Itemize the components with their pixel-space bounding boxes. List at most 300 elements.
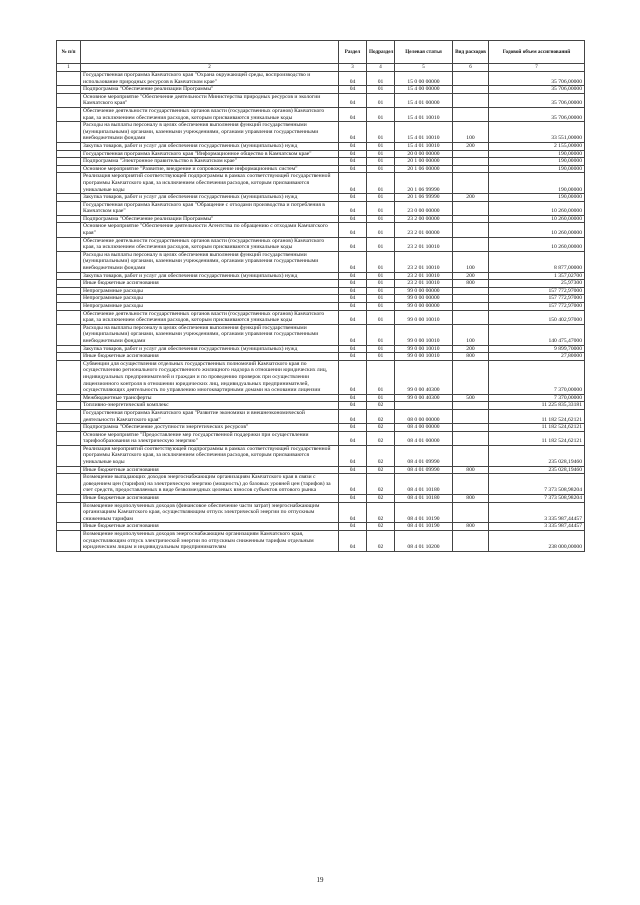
row-name-cell: Основное мероприятие "Обеспечение деятельности Министерства природных ресурсов и экологии Камчатского края" bbox=[81, 93, 339, 107]
row-expense-type-cell: 200 bbox=[453, 272, 489, 280]
row-name-cell: Подпрограмма "Электронное правительство в Камчатском крае" bbox=[81, 158, 339, 166]
row-subsection-cell: 02 bbox=[367, 445, 395, 466]
row-expense-type-cell bbox=[453, 531, 489, 552]
row-subsection-cell: 01 bbox=[367, 165, 395, 173]
table-row bbox=[57, 303, 585, 311]
row-subsection-cell: 01 bbox=[367, 158, 395, 166]
row-target-item-cell: 15 4 01 10010 bbox=[395, 122, 453, 143]
row-subsection-cell: 02 bbox=[367, 502, 395, 523]
row-name-cell: Возмещение недополученных доходов энергоснабжающим организациям Камчатского края, осуществляющим отпуск электрической энергии по отпускным сниженным тарифам отдельным юридическим лицам и индивидуальным предпринимателям bbox=[81, 531, 339, 552]
row-amount-cell: 157 772,97000 bbox=[489, 303, 585, 311]
row-number-cell bbox=[57, 394, 81, 402]
table-row bbox=[57, 474, 585, 495]
row-expense-type-cell bbox=[453, 409, 489, 423]
row-name-cell: Топливно-энергетический комплекс bbox=[81, 402, 339, 410]
row-expense-type-cell: 200 bbox=[453, 345, 489, 353]
table-row bbox=[57, 324, 585, 345]
row-number-cell bbox=[57, 474, 81, 495]
row-subsection-cell: 01 bbox=[367, 86, 395, 94]
row-subsection-cell: 01 bbox=[367, 194, 395, 202]
row-subsection-cell: 01 bbox=[367, 295, 395, 303]
row-expense-type-cell bbox=[453, 93, 489, 107]
row-number-cell bbox=[57, 287, 81, 295]
row-number-cell bbox=[57, 445, 81, 466]
row-section-cell: 04 bbox=[339, 345, 367, 353]
table-body bbox=[57, 72, 585, 552]
row-section-cell: 04 bbox=[339, 142, 367, 150]
row-expense-type-cell bbox=[453, 237, 489, 251]
header-subsection: Подраздел bbox=[367, 41, 395, 64]
row-name-cell: Расходы на выплаты персоналу в целях обеспечения выполнения функций государственными (муниципальными) органами, казенными учреждениями, органами управления государственными внебюджетными фондами bbox=[81, 324, 339, 345]
row-amount-cell: 190,00000 bbox=[489, 150, 585, 158]
row-section-cell: 04 bbox=[339, 360, 367, 394]
row-section-cell: 04 bbox=[339, 324, 367, 345]
row-target-item-cell: 20 1 06 00000 bbox=[395, 165, 453, 173]
row-name-cell: Иные бюджетные ассигнования bbox=[81, 495, 339, 503]
row-number-cell bbox=[57, 310, 81, 324]
row-name-cell: Закупка товаров, работ и услуг для обеспечения государственных (муниципальных) нужд bbox=[81, 142, 339, 150]
row-subsection-cell: 01 bbox=[367, 142, 395, 150]
row-expense-type-cell: 800 bbox=[453, 495, 489, 503]
row-name-cell: Субвенции для осуществления отдельных государственных полномочий Камчатского края по осуществлению регионального государственного жилищного надзора в отношении юридических лиц, индивидуальных предпринимателей и граждан и по проведению проверок при осуществлении лицензионного контроля в отношении юридических лиц, индивидуальных предпринимателей, осуществляющих деятельность по управлению многоквартирными домами на основании лицензии bbox=[81, 360, 339, 394]
row-amount-cell: 2 155,00000 bbox=[489, 142, 585, 150]
row-amount-cell: 9 899,70000 bbox=[489, 345, 585, 353]
row-expense-type-cell bbox=[453, 295, 489, 303]
row-expense-type-cell: 100 bbox=[453, 324, 489, 345]
row-subsection-cell: 02 bbox=[367, 531, 395, 552]
table-row bbox=[57, 523, 585, 531]
row-subsection-cell: 01 bbox=[367, 215, 395, 223]
row-target-item-cell: 99 0 00 00000 bbox=[395, 295, 453, 303]
row-section-cell: 04 bbox=[339, 86, 367, 94]
row-subsection-cell: 02 bbox=[367, 466, 395, 474]
row-number-cell bbox=[57, 409, 81, 423]
row-target-item-cell: 15 4 01 10010 bbox=[395, 107, 453, 121]
row-subsection-cell: 02 bbox=[367, 409, 395, 423]
row-name-cell: Закупка товаров, работ и услуг для обеспечения государственных (муниципальных) нужд bbox=[81, 345, 339, 353]
row-section-cell: 04 bbox=[339, 223, 367, 237]
row-section-cell: 04 bbox=[339, 158, 367, 166]
row-section-cell: 04 bbox=[339, 409, 367, 423]
row-name-cell: Государственная программа Камчатского края "Развитие экономики и внешнеэкономической деятельности Камчатского края" bbox=[81, 409, 339, 423]
row-target-item-cell: 20 1 06 99990 bbox=[395, 194, 453, 202]
row-subsection-cell: 01 bbox=[367, 237, 395, 251]
row-amount-cell: 11 182 524,62121 bbox=[489, 431, 585, 445]
row-target-item-cell: 08 4 01 00000 bbox=[395, 431, 453, 445]
row-section-cell: 04 bbox=[339, 150, 367, 158]
row-target-item-cell: 99 0 00 10010 bbox=[395, 310, 453, 324]
table-row bbox=[57, 173, 585, 194]
table-row bbox=[57, 345, 585, 353]
row-number-cell bbox=[57, 431, 81, 445]
row-section-cell: 04 bbox=[339, 466, 367, 474]
row-subsection-cell: 01 bbox=[367, 360, 395, 394]
row-amount-cell: 140 475,47000 bbox=[489, 324, 585, 345]
row-amount-cell: 238 000,00000 bbox=[489, 531, 585, 552]
row-section-cell: 04 bbox=[339, 394, 367, 402]
row-expense-type-cell: 200 bbox=[453, 194, 489, 202]
budget-table bbox=[56, 40, 585, 552]
row-target-item-cell: 08 4 01 10190 bbox=[395, 502, 453, 523]
row-section-cell: 04 bbox=[339, 287, 367, 295]
header-expense-type: Вид расходов bbox=[453, 41, 489, 64]
row-number-cell bbox=[57, 165, 81, 173]
row-expense-type-cell bbox=[453, 502, 489, 523]
row-name-cell: Реализация мероприятий соответствующей подпрограммы в рамках соответствующей государственной программы Камчатского края, за исключением обеспечения расходов, которым присваиваются уникальные коды bbox=[81, 445, 339, 466]
row-subsection-cell: 01 bbox=[367, 93, 395, 107]
table-row bbox=[57, 223, 585, 237]
table-row bbox=[57, 150, 585, 158]
row-target-item-cell: 20 1 00 00000 bbox=[395, 158, 453, 166]
row-section-cell: 04 bbox=[339, 424, 367, 432]
row-number-cell bbox=[57, 531, 81, 552]
row-amount-cell: 7 373 508,98204 bbox=[489, 495, 585, 503]
column-number: 6 bbox=[453, 64, 489, 72]
row-section-cell: 04 bbox=[339, 303, 367, 311]
row-amount-cell: 3 335 987,44457 bbox=[489, 523, 585, 531]
row-number-cell bbox=[57, 495, 81, 503]
row-name-cell: Основное мероприятие "Предоставление мер государственной поддержки при осуществлении тарифообразования на электрическую энергию" bbox=[81, 431, 339, 445]
row-number-cell bbox=[57, 523, 81, 531]
row-section-cell: 04 bbox=[339, 474, 367, 495]
row-target-item-cell: 99 0 00 40300 bbox=[395, 394, 453, 402]
table-row bbox=[57, 93, 585, 107]
row-section-cell: 04 bbox=[339, 93, 367, 107]
row-subsection-cell: 01 bbox=[367, 150, 395, 158]
row-expense-type-cell bbox=[453, 474, 489, 495]
row-target-item-cell: 23 2 01 10010 bbox=[395, 280, 453, 288]
row-target-item-cell: 08 4 01 10190 bbox=[395, 523, 453, 531]
row-amount-cell: 190,00000 bbox=[489, 194, 585, 202]
row-number-cell bbox=[57, 142, 81, 150]
row-name-cell: Обеспечение деятельности государственных органов власти (государственных органов) Камчатского края, за исключением обеспечения расходов, которым присваиваются уникальные коды bbox=[81, 237, 339, 251]
column-number: 4 bbox=[367, 64, 395, 72]
row-expense-type-cell bbox=[453, 310, 489, 324]
row-expense-type-cell bbox=[453, 150, 489, 158]
row-subsection-cell: 01 bbox=[367, 394, 395, 402]
row-expense-type-cell bbox=[453, 107, 489, 121]
row-target-item-cell: 08 0 00 00000 bbox=[395, 409, 453, 423]
row-amount-cell: 7 370,00000 bbox=[489, 360, 585, 394]
row-number-cell bbox=[57, 93, 81, 107]
row-number-cell bbox=[57, 324, 81, 345]
row-section-cell: 04 bbox=[339, 523, 367, 531]
table-row bbox=[57, 353, 585, 361]
row-number-cell bbox=[57, 223, 81, 237]
row-subsection-cell: 01 bbox=[367, 287, 395, 295]
row-section-cell: 04 bbox=[339, 201, 367, 215]
row-expense-type-cell: 100 bbox=[453, 251, 489, 272]
row-amount-cell: 11 182 524,62121 bbox=[489, 424, 585, 432]
table-row bbox=[57, 194, 585, 202]
row-expense-type-cell: 100 bbox=[453, 122, 489, 143]
table-row bbox=[57, 531, 585, 552]
row-section-cell: 04 bbox=[339, 445, 367, 466]
row-target-item-cell: 99 0 00 10010 bbox=[395, 345, 453, 353]
row-subsection-cell: 01 bbox=[367, 201, 395, 215]
row-amount-cell: 25,97300 bbox=[489, 280, 585, 288]
row-target-item-cell: 23 2 01 10010 bbox=[395, 272, 453, 280]
row-subsection-cell: 02 bbox=[367, 495, 395, 503]
table-row bbox=[57, 445, 585, 466]
table-row bbox=[57, 237, 585, 251]
table-header-row bbox=[57, 41, 585, 64]
row-expense-type-cell bbox=[453, 201, 489, 215]
header-annual-amount: Годовой объем ассигнований bbox=[489, 41, 585, 64]
row-target-item-cell: 23 2 01 00000 bbox=[395, 223, 453, 237]
row-subsection-cell: 01 bbox=[367, 310, 395, 324]
row-subsection-cell: 01 bbox=[367, 345, 395, 353]
row-subsection-cell: 01 bbox=[367, 353, 395, 361]
row-subsection-cell: 02 bbox=[367, 402, 395, 410]
row-number-cell bbox=[57, 150, 81, 158]
row-name-cell: Закупка товаров, работ и услуг для обеспечения государственных (муниципальных) нужд bbox=[81, 194, 339, 202]
row-subsection-cell: 01 bbox=[367, 303, 395, 311]
table-row bbox=[57, 424, 585, 432]
row-section-cell: 04 bbox=[339, 272, 367, 280]
row-section-cell: 04 bbox=[339, 215, 367, 223]
row-amount-cell: 11 225 835,33181 bbox=[489, 402, 585, 410]
row-expense-type-cell bbox=[453, 287, 489, 295]
table-row bbox=[57, 287, 585, 295]
row-number-cell bbox=[57, 280, 81, 288]
row-target-item-cell: 20 0 00 00000 bbox=[395, 150, 453, 158]
row-target-item-cell: 23 2 00 00000 bbox=[395, 215, 453, 223]
table-row bbox=[57, 201, 585, 215]
header-number: № п/п bbox=[57, 41, 81, 64]
row-amount-cell: 157 772,97000 bbox=[489, 287, 585, 295]
table-row bbox=[57, 215, 585, 223]
row-subsection-cell: 01 bbox=[367, 280, 395, 288]
row-target-item-cell: 08 4 01 10180 bbox=[395, 474, 453, 495]
row-name-cell: Межбюджетные трансферты bbox=[81, 394, 339, 402]
row-target-item-cell: 08 4 01 09990 bbox=[395, 466, 453, 474]
row-number-cell bbox=[57, 345, 81, 353]
row-amount-cell: 35 706,00000 bbox=[489, 72, 585, 86]
table-row bbox=[57, 272, 585, 280]
row-section-cell: 04 bbox=[339, 431, 367, 445]
row-amount-cell: 190,00000 bbox=[489, 165, 585, 173]
row-number-cell bbox=[57, 86, 81, 94]
row-expense-type-cell bbox=[453, 424, 489, 432]
row-amount-cell: 10 260,00000 bbox=[489, 215, 585, 223]
row-name-cell: Государственная программа Камчатского края "Охрана окружающей среды, воспроизводство и использование природных ресурсов в Камчатском крае" bbox=[81, 72, 339, 86]
row-section-cell: 04 bbox=[339, 165, 367, 173]
row-target-item-cell: 15 4 01 10010 bbox=[395, 142, 453, 150]
row-name-cell: Закупка товаров, работ и услуг для обеспечения государственных (муниципальных) нужд bbox=[81, 272, 339, 280]
column-number: 2 bbox=[81, 64, 339, 72]
row-name-cell: Непрограммные расходы bbox=[81, 303, 339, 311]
row-amount-cell: 10 260,00000 bbox=[489, 237, 585, 251]
row-section-cell: 04 bbox=[339, 495, 367, 503]
row-amount-cell: 33 551,00000 bbox=[489, 122, 585, 143]
table-row bbox=[57, 251, 585, 272]
table-row bbox=[57, 122, 585, 143]
row-expense-type-cell bbox=[453, 86, 489, 94]
row-expense-type-cell: 800 bbox=[453, 280, 489, 288]
header-target-item: Целевая статья bbox=[395, 41, 453, 64]
row-number-cell bbox=[57, 295, 81, 303]
row-subsection-cell: 02 bbox=[367, 431, 395, 445]
row-name-cell: Подпрограмма "Обеспечение доступности энергетических ресурсов" bbox=[81, 424, 339, 432]
row-amount-cell: 1 357,02700 bbox=[489, 272, 585, 280]
row-expense-type-cell bbox=[453, 360, 489, 394]
row-section-cell: 04 bbox=[339, 173, 367, 194]
row-target-item-cell: 23 2 01 10010 bbox=[395, 251, 453, 272]
table-row bbox=[57, 402, 585, 410]
row-section-cell: 04 bbox=[339, 353, 367, 361]
row-name-cell: Государственная программа Камчатского края "Информационное общество в Камчатском крае" bbox=[81, 150, 339, 158]
row-target-item-cell: 99 0 00 10010 bbox=[395, 353, 453, 361]
row-name-cell: Иные бюджетные ассигнования bbox=[81, 466, 339, 474]
row-target-item-cell: 99 0 00 10010 bbox=[395, 324, 453, 345]
row-section-cell: 04 bbox=[339, 237, 367, 251]
row-name-cell: Подпрограмма "Обеспечение реализации Программы" bbox=[81, 86, 339, 94]
row-expense-type-cell: 200 bbox=[453, 142, 489, 150]
row-target-item-cell: 08 4 01 10180 bbox=[395, 495, 453, 503]
row-name-cell: Обеспечение деятельности государственных органов власти (государственных органов) Камчатского края, за исключением обеспечения расходов, которым присваиваются уникальные коды bbox=[81, 310, 339, 324]
row-number-cell bbox=[57, 107, 81, 121]
row-subsection-cell: 02 bbox=[367, 424, 395, 432]
row-name-cell: Расходы на выплаты персоналу в целях обеспечения выполнения функций государственными (муниципальными) органами, казенными учреждениями, органами управления государственными внебюджетными фондами bbox=[81, 251, 339, 272]
row-section-cell: 04 bbox=[339, 72, 367, 86]
row-amount-cell: 150 402,97000 bbox=[489, 310, 585, 324]
row-amount-cell: 235 028,19460 bbox=[489, 466, 585, 474]
row-target-item-cell: 20 1 06 99990 bbox=[395, 173, 453, 194]
header-section: Раздел bbox=[339, 41, 367, 64]
row-expense-type-cell: 800 bbox=[453, 466, 489, 474]
column-number: 1 bbox=[57, 64, 81, 72]
row-name-cell: Иные бюджетные ассигнования bbox=[81, 523, 339, 531]
column-number: 7 bbox=[489, 64, 585, 72]
row-number-cell bbox=[57, 251, 81, 272]
table-row bbox=[57, 72, 585, 86]
row-target-item-cell: 23 0 00 00000 bbox=[395, 201, 453, 215]
table-row bbox=[57, 409, 585, 423]
row-subsection-cell: 01 bbox=[367, 72, 395, 86]
row-amount-cell: 35 706,00000 bbox=[489, 107, 585, 121]
row-section-cell: 04 bbox=[339, 251, 367, 272]
row-expense-type-cell bbox=[453, 72, 489, 86]
column-number: 3 bbox=[339, 64, 367, 72]
column-number-row bbox=[57, 64, 585, 72]
row-number-cell bbox=[57, 402, 81, 410]
row-amount-cell: 35 706,00000 bbox=[489, 93, 585, 107]
table-row bbox=[57, 280, 585, 288]
row-amount-cell: 10 260,00000 bbox=[489, 201, 585, 215]
row-target-item-cell: 15 4 00 00000 bbox=[395, 86, 453, 94]
row-subsection-cell: 01 bbox=[367, 173, 395, 194]
row-target-item-cell: 99 0 00 40300 bbox=[395, 360, 453, 394]
row-section-cell: 04 bbox=[339, 107, 367, 121]
row-name-cell: Обеспечение деятельности государственных органов власти (государственных органов) Камчатского края, за исключением обеспечения расходов, которым присваиваются уникальные коды bbox=[81, 107, 339, 121]
row-target-item-cell: 15 4 01 00000 bbox=[395, 93, 453, 107]
row-number-cell bbox=[57, 466, 81, 474]
row-target-item-cell: 23 2 01 10010 bbox=[395, 237, 453, 251]
table-row bbox=[57, 86, 585, 94]
row-number-cell bbox=[57, 158, 81, 166]
table-row bbox=[57, 360, 585, 394]
row-subsection-cell: 01 bbox=[367, 122, 395, 143]
row-expense-type-cell: 800 bbox=[453, 353, 489, 361]
row-amount-cell: 8 877,00000 bbox=[489, 251, 585, 272]
row-target-item-cell: 08 4 00 00000 bbox=[395, 424, 453, 432]
row-amount-cell: 27,80000 bbox=[489, 353, 585, 361]
row-number-cell bbox=[57, 237, 81, 251]
row-name-cell: Непрограммные расходы bbox=[81, 295, 339, 303]
row-target-item-cell: 08 4 01 09990 bbox=[395, 445, 453, 466]
row-target-item-cell: 15 0 00 00000 bbox=[395, 72, 453, 86]
row-subsection-cell: 01 bbox=[367, 251, 395, 272]
table-row bbox=[57, 165, 585, 173]
row-amount-cell: 10 260,00000 bbox=[489, 223, 585, 237]
row-amount-cell: 190,00000 bbox=[489, 158, 585, 166]
row-name-cell: Возмещение недополученных доходов (финансовое обеспечение части затрат) энергоснабжающим организациям Камчатского края, осуществляющим отпуск электрической энергии по отпускным сниженным тарифам bbox=[81, 502, 339, 523]
table-row bbox=[57, 107, 585, 121]
row-number-cell bbox=[57, 72, 81, 86]
row-expense-type-cell bbox=[453, 215, 489, 223]
row-subsection-cell: 01 bbox=[367, 223, 395, 237]
row-section-cell: 04 bbox=[339, 402, 367, 410]
table-row bbox=[57, 142, 585, 150]
header-name bbox=[81, 41, 339, 64]
row-number-cell bbox=[57, 502, 81, 523]
row-amount-cell: 7 370,00000 bbox=[489, 394, 585, 402]
row-expense-type-cell bbox=[453, 223, 489, 237]
row-subsection-cell: 01 bbox=[367, 324, 395, 345]
column-number: 5 bbox=[395, 64, 453, 72]
row-subsection-cell: 02 bbox=[367, 523, 395, 531]
table-row bbox=[57, 310, 585, 324]
row-expense-type-cell bbox=[453, 173, 489, 194]
row-section-cell: 04 bbox=[339, 122, 367, 143]
row-subsection-cell: 02 bbox=[367, 474, 395, 495]
row-name-cell: Реализация мероприятий соответствующей подпрограммы в рамках соответствующей государственной программы Камчатского края, за исключением обеспечения расходов, которым присваиваются уникальные коды bbox=[81, 173, 339, 194]
row-name-cell: Основное мероприятие "Обеспечение деятельности Агентства по обращению с отходами Камчатского края" bbox=[81, 223, 339, 237]
row-expense-type-cell bbox=[453, 158, 489, 166]
row-name-cell: Основное мероприятие "Развитие, внедрение и сопровождение информационных систем" bbox=[81, 165, 339, 173]
table-row bbox=[57, 158, 585, 166]
table-row bbox=[57, 295, 585, 303]
row-amount-cell: 11 182 524,62121 bbox=[489, 409, 585, 423]
row-name-cell: Подпрограмма "Обеспечение реализации Программы" bbox=[81, 215, 339, 223]
row-expense-type-cell: 500 bbox=[453, 394, 489, 402]
row-expense-type-cell bbox=[453, 431, 489, 445]
row-expense-type-cell: 800 bbox=[453, 523, 489, 531]
row-expense-type-cell bbox=[453, 303, 489, 311]
row-subsection-cell: 01 bbox=[367, 107, 395, 121]
table-row bbox=[57, 394, 585, 402]
row-amount-cell: 157 772,97000 bbox=[489, 295, 585, 303]
row-amount-cell: 235 028,19460 bbox=[489, 445, 585, 466]
row-section-cell: 04 bbox=[339, 295, 367, 303]
row-section-cell: 04 bbox=[339, 310, 367, 324]
row-name-cell: Иные бюджетные ассигнования bbox=[81, 280, 339, 288]
page-number: 19 bbox=[316, 876, 324, 884]
row-number-cell bbox=[57, 201, 81, 215]
row-name-cell: Возмещение выпадающих доходов энергоснабжающим организациям Камчатского края в связи с доведением цен (тарифов) на электрическую энергию (мощность) до базовых уровней цен (тарифов) за счет средств, предоставляемых в виде безвозмездных целевых взносов субъектов оптового рынка bbox=[81, 474, 339, 495]
row-number-cell bbox=[57, 272, 81, 280]
row-amount-cell: 3 335 987,44457 bbox=[489, 502, 585, 523]
row-section-cell: 04 bbox=[339, 194, 367, 202]
row-number-cell bbox=[57, 215, 81, 223]
row-number-cell bbox=[57, 194, 81, 202]
row-section-cell: 04 bbox=[339, 502, 367, 523]
row-section-cell: 04 bbox=[339, 531, 367, 552]
row-number-cell bbox=[57, 424, 81, 432]
table-row bbox=[57, 431, 585, 445]
row-target-item-cell: 08 4 01 10200 bbox=[395, 531, 453, 552]
